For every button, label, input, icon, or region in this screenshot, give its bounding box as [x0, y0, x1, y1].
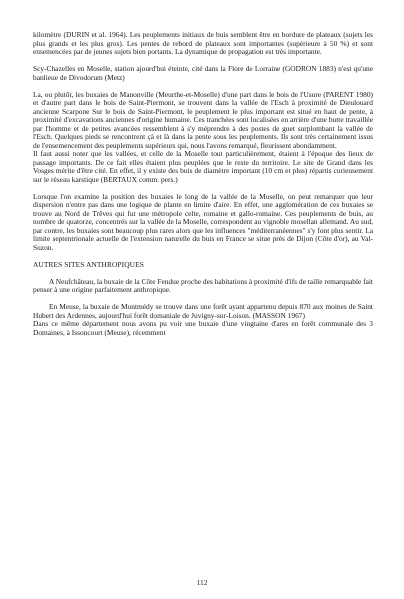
paragraph-meuse: En Meuse, la buxaie de Montmédy se trouve dans une forêt ayant appartenu depuis 870 aux moines de Saint Hubert des Ardennes, aujourd'hui forêt domaniale de Juvigny-sur-Loison. (MASSON 1967): [33, 302, 373, 320]
page-number: 112: [196, 578, 208, 587]
paragraph-moselle: Lorsque l'on examine la position des buxaies le long de la vallée de la Moselle, on peut remarquer que leur dispersion n'entre pas dans une logique de plante en limite d'aire. En effet, une agglomération de ces buxaies se trouve au Nord de Trêves qui fut une métropole celte, romaine et gallo-romaine. Ces peuplements de buis, au nombre de quatorze, concentrés sur la vallée de la Moselle, correspondent au vignoble mosellan allemand. Au sud, par contre, les buxaies sont beaucoup plus rares alors que les influences "méditerranéennes" s'y font plus sentir. La limite septentrionale actuelle de l'extension naturelle du buis en France se situe près de Dijon (Côte d'or), au Val-Suzon.: [33, 191, 373, 252]
paragraph-vallees: Il faut aussi noter que les vallées, et celle de la Moselle tout particulièrement, étaient à l'époque des lieux de passage importants. De ce fait elles étaient plus peuplées que le reste du territoire. Le site de Grand dans les Vosges mérite d'être cité. En effet, il y existe des buis de diamètre important (10 cm et plus) répartis curieusement sur le réseau karstique (BERTAUX comm. pers.): [33, 149, 373, 184]
paragraph-manonville: La, ou plutôt, les buxaies de Manonville (Meurthe-et-Moselle) d'une part dans le bois de l'Usure (PARENT 1980) et d'autre part dans le bois de Saint-Piermont, se trouvent dans la vallée de l'Esch à proximité de Dieulouard ancienne Scarpone Sur le bois de Saint-Piermont, le peuplement le plus important est situé en haut de pente, à proximité d'excavations anciennes d'origine humaine. Ces tranchées sont localisées en arrière d'une butte travaillée par l'homme et de petites avancées ressemblent à s'y méprendre à des postes de guet surplombant la vallée de l'Esch. Quelques pieds se rencontrent çà et là dans la pente sous les peuplements. Ils sont très certainement issus de l'ensemencement des peuplements supérieurs qui, nous l'avons remarqué, fleurissent abondamment.: [33, 89, 373, 150]
paragraph-neufchateau: A Neufchâteau, la buxaie de la Côte Fendue proche des habitations à proximité d'ifs de taille remarquable fait penser à une origine parfaitement anthropique.: [33, 276, 373, 294]
paragraph-issoncourt: Dans ce même département nous avons pu voir une buxaie d'une vingtaine d'ares en forêt communale des 3 Domaines, à Issoncourt (Meuse), récemment: [33, 319, 373, 337]
section-heading: AUTRES SITES ANTHROPIQUES: [33, 259, 144, 269]
document-page: [33, 31, 373, 337]
paragraph-scy-chazelles: Scy-Chazelles en Moselle, station ajourd'hui éteinte, cité dans la Flore de Lorraine (GODRON 1883) n'est qu'une banlieue de Divodorum (Metz): [33, 64, 373, 82]
paragraph-durin: kilomètre (DURIN et al. 1964). Les peuplements initiaux de buis semblent être en bordure de plateaux (sujets les plus grands et les plus gros). Les pentes de rebord de plateaux sont importantes (supérieure à 50 %) et sont ensemencées par de jeunes sujets bien portants. La dynamique de propagation est très importante.: [33, 30, 373, 56]
